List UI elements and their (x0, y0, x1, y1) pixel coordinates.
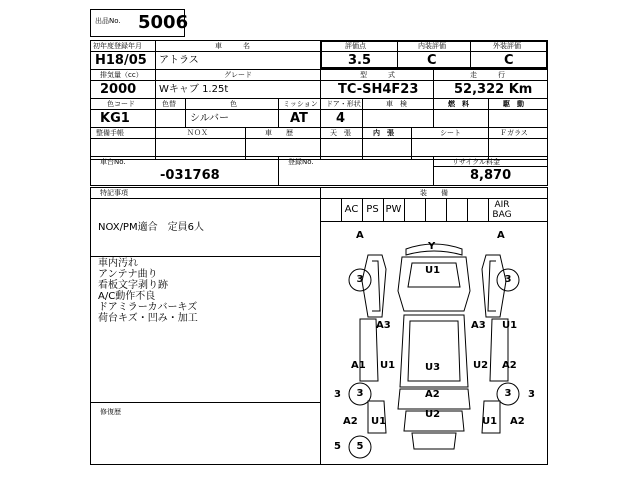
damage-bottom-5-circle: 5 (356, 441, 364, 452)
door-shape-label: ドア・形状 (326, 100, 361, 108)
chassis-no-value: -031768 (160, 168, 220, 183)
damage-u1-right: U1 (502, 320, 518, 331)
remark-6: 荷台キズ・凹み・加工 (98, 313, 198, 324)
door-shape-value: 4 (336, 111, 346, 126)
grade-label: グレード (224, 71, 252, 79)
interior-label: 内装評価 (418, 42, 446, 50)
damage-u1-top: U1 (425, 265, 441, 276)
damage-right-wheel-front: 3 (504, 274, 512, 285)
damage-right-rear-outer: 3 (528, 389, 535, 400)
first-reg-label: 初年度登録年月 (93, 42, 142, 50)
recycle-value: 8,870 (470, 168, 512, 183)
remark-3: 看板文字剥り跡 (98, 280, 168, 291)
transmission-label: ミッション (283, 100, 318, 108)
equipment-label: 装 備 (420, 189, 448, 197)
damage-u1-left-mid: U1 (380, 360, 396, 371)
damage-right-rear-wheel: 3 (504, 388, 512, 399)
recycle-label: リサイクル料金 (452, 158, 501, 166)
car-history-label: 車 歴 (265, 129, 293, 137)
mileage-label: 走 行 (470, 71, 505, 79)
seat-label: シート (440, 129, 461, 137)
lot-number: 5006 (138, 12, 189, 33)
damage-a1-left: A1 (351, 360, 366, 371)
remark-5: ドアミラーカバーキズ (98, 302, 198, 313)
damage-u2-mid: U2 (473, 360, 489, 371)
nox-label: ＮＯＸ (187, 129, 208, 137)
damage-a3-left: A3 (376, 320, 391, 331)
color-code-label: 色コード (107, 100, 135, 108)
remark-1: 車内汚れ (98, 258, 138, 269)
glass-label: Ｆガラス (500, 129, 528, 137)
vehicle-diagram (320, 221, 548, 465)
damage-a2-bottom-left: A2 (343, 416, 358, 427)
score-value: 3.5 (348, 53, 372, 68)
chassis-no-label: 車台No. (100, 158, 126, 166)
exterior-label: 外装評価 (493, 42, 521, 50)
equipment-airbag: AIR BAG (492, 200, 512, 220)
inspection-label: 車 検 (386, 100, 407, 108)
displacement-label: 排気量（cc） (100, 71, 143, 79)
damage-top-left: A (356, 230, 364, 241)
first-reg-value: H18/05 (95, 53, 147, 68)
damage-bottom-5: 5 (334, 441, 341, 452)
car-name-value: アトラス (159, 55, 199, 66)
damage-a2-center: A2 (425, 389, 440, 400)
exterior-value: C (504, 53, 514, 68)
damage-u1-bottom-right: U1 (482, 416, 498, 427)
color-label: 色 (230, 100, 237, 108)
equipment-ps: PS (366, 204, 379, 215)
sunroof-label: 天 張 (330, 129, 351, 137)
damage-top-right: A (497, 230, 505, 241)
damage-a2-bottom-right: A2 (510, 416, 525, 427)
color-code-value: KG1 (100, 111, 130, 126)
lot-number-label: 出品No. (95, 17, 121, 25)
remark-4: A/C動作不良 (98, 291, 156, 302)
transmission-value: AT (290, 111, 308, 126)
grade-value: Wキャブ 1.25t (159, 84, 229, 95)
remark-2: アンテナ曲り (98, 269, 158, 280)
damage-u3-center: U3 (425, 362, 441, 373)
damage-u2-bottom: U2 (425, 409, 441, 420)
drive-label: 駆 動 (503, 100, 524, 108)
fuel-label: 燃 料 (448, 100, 469, 108)
damage-top-y: Y (428, 241, 436, 252)
damage-a3-right: A3 (471, 320, 486, 331)
damage-left-rear-wheel: 3 (356, 388, 364, 399)
damage-left-wheel-front: 3 (356, 274, 364, 285)
damage-left-rear-outer: 3 (334, 389, 341, 400)
score-label: 評価点 (345, 42, 366, 50)
damage-u1-bottom-left: U1 (371, 416, 387, 427)
color-sys-label: 色替 (162, 100, 176, 108)
interior-lining-label: 内 張 (373, 129, 394, 137)
color-value: シルバー (190, 113, 230, 124)
equipment-pw: PW (385, 204, 402, 215)
notes-label: 特記事項 (100, 189, 128, 197)
displacement-value: 2000 (100, 82, 137, 97)
interior-value: C (427, 53, 437, 68)
mileage-value: 52,322 Km (454, 82, 533, 97)
maintenance-label: 整備手帳 (96, 129, 124, 137)
model-label: 型 式 (360, 71, 395, 79)
notes-text: NOX/PM適合 定員6人 (98, 222, 204, 233)
car-name-label: 車 名 (215, 42, 250, 50)
reg-no-label: 登録No. (288, 158, 314, 166)
damage-a2-right-mid: A2 (502, 360, 517, 371)
equipment-ac: AC (344, 204, 359, 215)
model-value: TC-SH4F23 (338, 82, 419, 97)
repair-history-label: 修復歴 (100, 408, 121, 416)
